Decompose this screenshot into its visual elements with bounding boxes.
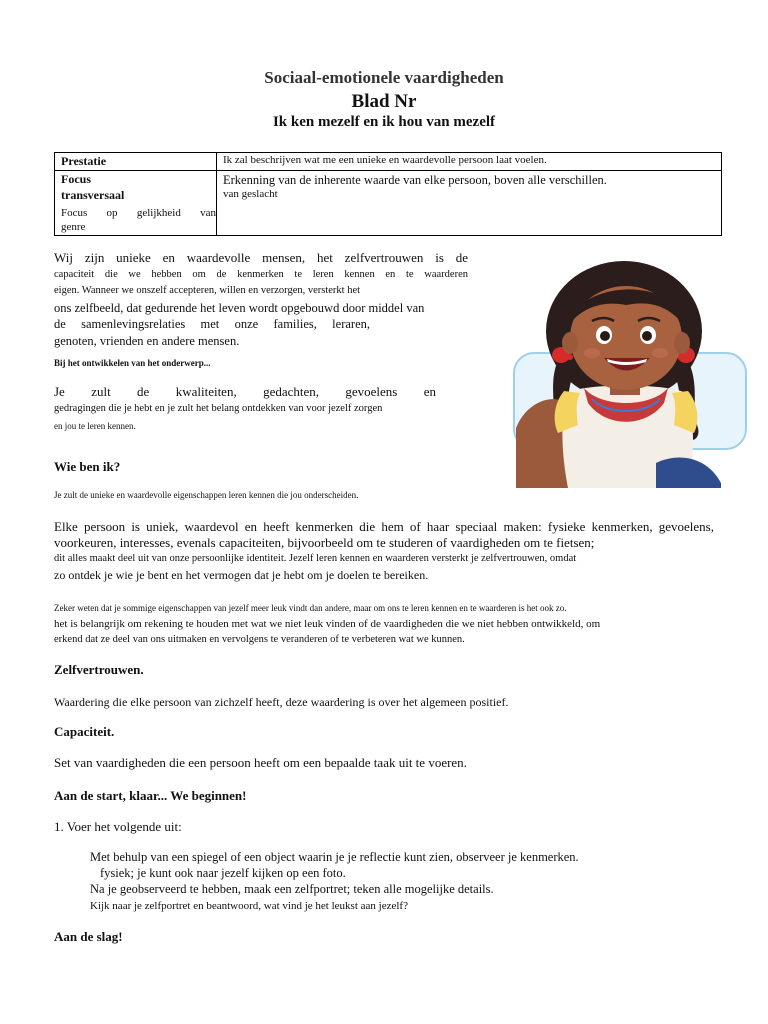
gender-focus-line-2: genre [61, 221, 86, 233]
you-line-1: Je zult de kwaliteiten, gedachten, gevoelens en [54, 383, 436, 399]
who-p2-line-2: het is belangrijk om rekening te houden met wat we niet leuk vinden of de vaardigheden die we niet hebben ontwikkeld, om [54, 618, 601, 630]
bullet-3-text: Kijk naar je zelfportret en beantwoord, wat vind je het leukst aan jezelf? [90, 900, 408, 912]
start-bullet-2 [78, 881, 678, 897]
you-line-3: en jou te leren kennen. [54, 420, 136, 431]
work-heading: Aan de slag! [54, 929, 123, 944]
who-p2-line-1: Zeker weten dat je sommige eigenschappen van jezelf meer leuk vindt dan andere, maar om ons te leren kennen en te waarderen is het ook zo. [54, 603, 567, 613]
prestatie-value: Ik zal beschrijven wat me een unieke en waardevolle persoon laat voelen. [223, 154, 547, 166]
focus-value: Erkenning van de inherente waarde van elke persoon, boven alle verschillen. [223, 173, 607, 187]
bullet-1-line-2: fysiek; je kunt ook naar jezelf kijken op een foto. [100, 866, 346, 880]
focus-value-cell [217, 171, 722, 236]
girl-illustration-svg [506, 243, 756, 488]
intro-line-2: capaciteit die we hebben om de kenmerken te leren kennen en te waarderen [54, 268, 468, 280]
start-bullet-1 [78, 849, 678, 881]
who-subtext: Je zult de unieke en waardevolle eigenschappen leren kennen die jou onderscheiden. [54, 490, 359, 500]
who-p1-line-3: dit alles maakt deel uit van onze persoonlijke identiteit. Jezelf leren kennen en waarderen versterkt je zelfvertrouwen, omdat [54, 553, 577, 564]
start-bullet-3 [78, 898, 678, 914]
who-p1-line-2: voorkeuren, interesses, evenals capaciteiten, bijvoorbeeld om te studeren of vaardigheden om te fietsen; [54, 535, 595, 550]
who-p1-line-1: Elke persoon is uniek, waardevol en heeft kenmerken die hem of haar speciaal maken: fysieke kenmerken, gevoelens, [54, 519, 714, 534]
focus-label-cell [55, 171, 217, 236]
prestatie-value-cell [217, 153, 722, 171]
gender-focus-line-1: Focus op gelijkheid van [61, 207, 216, 219]
intro-block [54, 250, 468, 434]
who-paragraph-2 [54, 600, 714, 647]
who-p1-line-4: zo ontdek je wie je bent en het vermogen dat je hebt om je doelen te bereiken. [54, 568, 429, 582]
who-paragraph-1 [54, 519, 714, 583]
who-p2-line-3: erkend dat ze deel van ons uitmaken en vervolgens te veranderen of te verbeteren wat we kunnen. [54, 634, 465, 645]
intro-line-6: genoten, vrienden en andere mensen. [54, 333, 240, 348]
capacity-heading: Capaciteit. [54, 724, 115, 739]
focus-value-2: van geslacht [223, 188, 278, 200]
subject-title: Sociaal-emotionele vaardigheden [264, 68, 504, 87]
confidence-text: Waardering die elke persoon van zichzelf heeft, deze waardering is over het algemeen positief. [54, 695, 509, 709]
prestatie-label-cell [55, 153, 217, 171]
girl-illustration [506, 243, 756, 488]
bullet-1-line-1: Met behulp van een spiegel of een object waarin je je reflectie kunt zien, observeer je kenmerken. [90, 850, 579, 864]
topic-title: Ik ken mezelf en ik hou van mezelf [272, 114, 496, 130]
bullet-2-text: Na je geobserveerd te hebben, maak een zelfportret; teken alle mogelijke details. [90, 882, 494, 896]
intro-line-4: ons zelfbeeld, dat gedurende het leven wordt opgebouwd door middel van [54, 300, 425, 315]
table-row-prestatie [55, 153, 722, 171]
sheet-number-title: Blad Nr [351, 91, 417, 112]
you-line-2: gedragingen die je hebt en je zult het belang ontdekken van voor jezelf zorgen [54, 403, 383, 414]
prestatie-label: Prestatie [61, 154, 107, 168]
start-instruction: 1. Voer het volgende uit: [54, 819, 182, 834]
intro-line-1: Wij zijn unieke en waardevolle mensen, het zelfvertrouwen is de [54, 250, 468, 265]
who-heading: Wie ben ik? [54, 459, 121, 474]
table-row-focus [55, 171, 722, 236]
confidence-heading: Zelfvertrouwen. [54, 662, 144, 677]
capacity-text: Set van vaardigheden die een persoon heeft om een bepaalde taak uit te voeren. [54, 755, 467, 770]
develop-subheading: Bij het ontwikkelen van het onderwerp... [54, 358, 211, 368]
focus-label-1: Focus [61, 172, 91, 186]
info-table [54, 152, 722, 236]
intro-line-5: de samenlevingsrelaties met onze families, leraren, [54, 317, 370, 331]
focus-label-2: transversaal [61, 188, 125, 202]
start-heading: Aan de start, klaar... We beginnen! [54, 788, 247, 803]
intro-line-3: eigen. Wanneer we onszelf accepteren, willen en verzorgen, versterkt het [54, 285, 361, 296]
